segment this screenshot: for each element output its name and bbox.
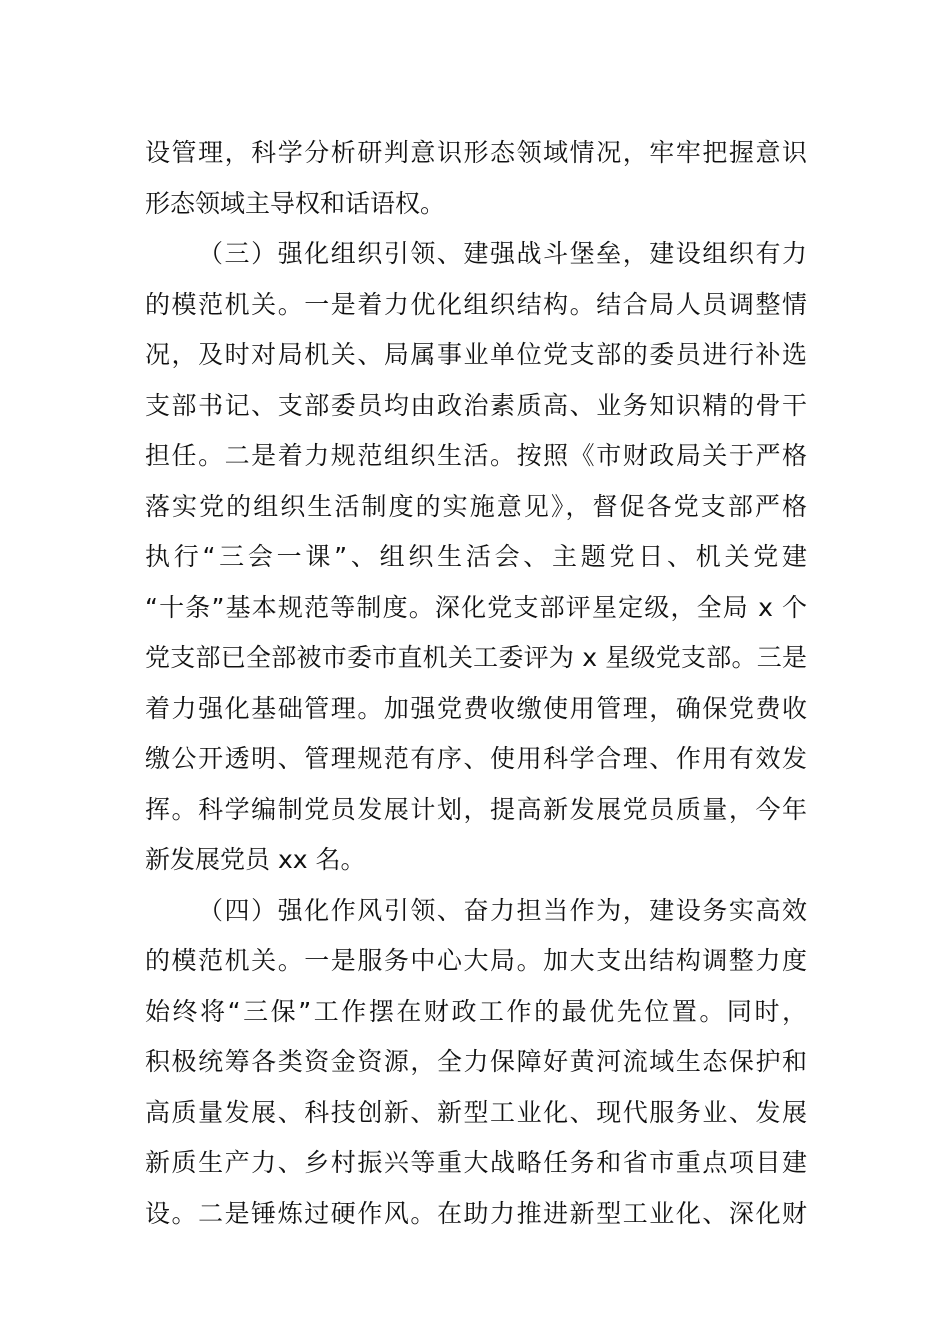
text-line: 积极统筹各类资金资源，全力保障好黄河流域生态保护和	[145, 1047, 807, 1076]
text-line: 执行“三会一课”、组织生活会、主题党日、机关党建	[145, 542, 807, 571]
body-text	[145, 128, 807, 1239]
section-heading-line: （四）强化作风引领、奋力担当作为，建设务实高效	[198, 895, 807, 925]
text-line: 高质量发展、科技创新、新型工业化、现代服务业、发展	[145, 1097, 807, 1127]
text-line: 新质生产力、乡村振兴等重大战略任务和省市重点项目建	[145, 1148, 807, 1177]
text-line: 缴公开透明、管理规范有序、使用科学合理、作用有效发	[145, 744, 807, 773]
text-line: 支部书记、支部委员均由政治素质高、业务知识精的骨干	[145, 390, 807, 420]
text-line: 挥。科学编制党员发展计划，提高新发展党员质量，今年	[145, 794, 807, 824]
text-line: 设。二是锤炼过硬作风。在助力推进新型工业化、深化财	[145, 1198, 807, 1228]
text-line: 担任。二是着力规范组织生活。按照《市财政局关于严格	[145, 441, 807, 470]
text-line: 的模范机关。一是服务中心大局。加大支出结构调整力度	[145, 946, 807, 975]
text-line: 党支部已全部被市委市直机关工委评为 x 星级党支部。三是	[145, 643, 807, 672]
text-line: 新发展党员 xx 名。	[145, 845, 366, 874]
text-line: “十条”基本规范等制度。深化党支部评星定级，全局 x 个	[145, 592, 807, 622]
text-line: 始终将“三保”工作摆在财政工作的最优先位置。同时，	[145, 996, 807, 1026]
text-line: 况，及时对局机关、局属事业单位党支部的委员进行补选	[145, 340, 807, 369]
text-line: 着力强化基础管理。加强党费收缴使用管理，确保党费收	[145, 693, 807, 723]
text-line: 设管理，科学分析研判意识形态领域情况，牢牢把握意识	[145, 138, 807, 167]
text-line: 形态领域主导权和话语权。	[145, 188, 446, 218]
text-line: 的模范机关。一是着力优化组织结构。结合局人员调整情	[145, 289, 807, 319]
section-heading-line: （三）强化组织引领、建强战斗堡垒，建设组织有力	[198, 239, 807, 268]
text-line: 落实党的组织生活制度的实施意见》，督促各党支部严格	[145, 491, 807, 521]
